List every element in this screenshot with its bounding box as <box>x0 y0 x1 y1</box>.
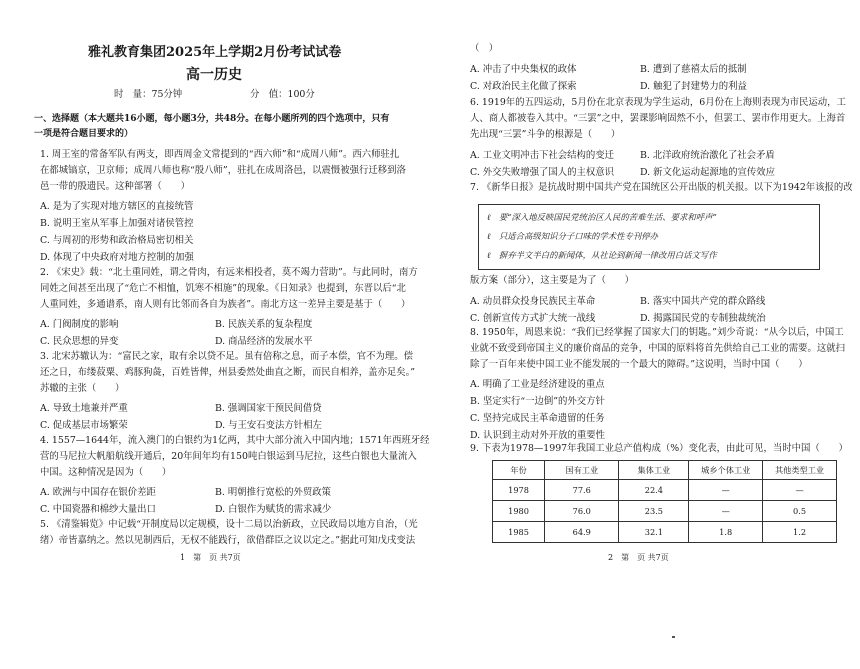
table-cell: 23.5 <box>619 501 689 522</box>
option-a[interactable]: A. 明确了工业是经济建设的重点 <box>470 379 605 390</box>
option-a[interactable]: A. 冲击了中央集权的政体 <box>470 64 577 75</box>
question-text: 版方案（部分），这主要是为了（ ） <box>470 275 635 286</box>
question-text: 人、商人都被卷入其中。“三罢”之中，罢课影响固然不小，但罢工、罢市作用更大。上海首 <box>470 113 846 124</box>
question-text: 还之日，布缕菽粟、鸡豚狗彘，百姓皆俾，州县委然处曲直之断，而民自相养，盖亦足矣。” <box>40 367 416 378</box>
table-header: 其他类型工业 <box>763 461 837 480</box>
table-header: 集体工业 <box>619 461 689 480</box>
plan-item: ℓ 只适合高级知识分子口味的学术性专刊停办 <box>487 231 658 241</box>
question-text: 除了一百年来使中国工业不能发展的一个最大的障碍。”这说明，当时中国（ ） <box>470 359 808 370</box>
section-heading: 一、选择题（本大题共16小题，每小题3分，共48分。在每小题所列的四个选项中，只有 <box>34 114 390 124</box>
exam-title: 雅礼教育集团2025年上学期2月份考试试卷 <box>88 45 342 60</box>
question-text: 邑一带的殷遗民。这种部署（ ） <box>40 181 191 192</box>
option-d[interactable]: D. 揭露国民党的专制独裁统治 <box>640 313 766 324</box>
question-text: 7. 《新华日报》是抗战时期中国共产党在国统区公开出版的机关报。以下为1942年该报的改 <box>470 182 853 193</box>
option-d[interactable]: D. 与王安石变法方针相左 <box>215 420 322 431</box>
table-cell: 0.5 <box>763 501 837 522</box>
option-c[interactable]: C. 坚持完成民主革命遗留的任务 <box>470 413 605 424</box>
table-cell: 1980 <box>493 501 545 522</box>
option-b[interactable]: B. 强调国家干预民间借贷 <box>215 403 322 414</box>
option-c[interactable]: C. 民众思想的异变 <box>40 336 119 347</box>
option-c[interactable]: C. 促成基层市场繁荣 <box>40 420 128 431</box>
question-text: 9. 下表为1978—1997年我国工业总产值构成（%）变化表，由此可见，当时中国（ ） <box>470 443 848 454</box>
option-b[interactable]: B. 说明王室从军事上加强对诸侯管控 <box>40 218 194 229</box>
option-a[interactable]: A. 欧洲与中国存在银价差距 <box>40 487 156 498</box>
option-b[interactable]: B. 坚定实行“一边倒”的外交方针 <box>470 396 605 407</box>
option-d[interactable]: D. 商品经济的发展水平 <box>215 336 313 347</box>
question-text: 8. 1950年，周恩来说：“我们已经掌握了国家大门的钥匙。”刘少奇说：“从今以后，中国工 <box>470 327 844 338</box>
question-text: 同姓之间甚至出现了“危亡不相恤，饥寒不相施”的现象。《日知录》也提到，东晋以后“北 <box>40 283 406 294</box>
table-header: 年份 <box>493 461 545 480</box>
question-5-blank: （ ） <box>470 43 499 54</box>
question-text: 人重同姓，多通谱系，南人则有比邻而各自为族者”。南北方这一差异主要是基于（ ） <box>40 299 411 310</box>
table-row <box>493 480 837 501</box>
table-cell: — <box>689 501 763 522</box>
option-a[interactable]: A. 工业文明冲击下社会结构的变迁 <box>470 150 614 161</box>
table-cell: 1978 <box>493 480 545 501</box>
question-text: 6. 1919年的五四运动，5月份在北京表现为学生运动，6月份在上海则表现为市民运动，工 <box>470 97 846 108</box>
exam-time: 时 量：75分钟 <box>114 89 183 100</box>
section-heading-cont: 一项是符合题目要求的） <box>34 129 134 139</box>
option-d[interactable]: D. 触犯了封建势力的利益 <box>640 81 747 92</box>
option-c[interactable]: C. 外交失败增强了国人的主权意识 <box>470 167 615 178</box>
question-text: 2. 《宋史》载：“北土重同姓，谓之骨肉，有远来相投者，莫不竭力营助”。与此同时，南方 <box>40 267 418 278</box>
question-text: 4. 1557—1644年，流入澳门的白银约为1亿两，其中大部分流入中国内地；1571年西班牙经 <box>40 435 430 446</box>
option-b[interactable]: B. 落实中国共产党的群众路线 <box>640 296 766 307</box>
option-b[interactable]: B. 民族关系的复杂程度 <box>215 319 313 330</box>
question-text: 苏辙的主张（ ） <box>40 383 125 394</box>
question-text: 3. 北宋苏辙认为：“富民之家，取有余以贷不足。虽有倍称之息，而子本偿，官不为理。偿 <box>40 351 413 362</box>
reform-plan-box <box>478 204 820 270</box>
option-a[interactable]: A. 是为了实现对地方辖区的直接统管 <box>40 201 194 212</box>
table-header: 城乡个体工业 <box>689 461 763 480</box>
table-cell: 77.6 <box>545 480 619 501</box>
question-text: 营的马尼拉大帆船航线开通后，20年间年均有150吨白银运到马尼拉，这些白银也大量流入 <box>40 451 417 462</box>
page-footer: 1 第 页 共7页 <box>180 553 241 562</box>
table-cell: 22.4 <box>619 480 689 501</box>
question-text: 在都城镐京，卫京师；成周八师也称“殷八师”，驻扎在成周洛邑，以震慑被强行迁移到洛 <box>40 165 406 176</box>
option-c[interactable]: C. 与周初的形势和政治格局密切相关 <box>40 235 194 246</box>
table-header: 国有工业 <box>545 461 619 480</box>
option-b[interactable]: B. 明朝推行宽松的外贸政策 <box>215 487 331 498</box>
option-c[interactable]: C. 中国瓷器和棉纱大量出口 <box>40 504 156 515</box>
table-cell: 1985 <box>493 522 545 543</box>
option-a[interactable]: A. 门阀制度的影响 <box>40 319 119 330</box>
table-cell: 1.8 <box>689 522 763 543</box>
option-c[interactable]: C. 对政治民主化做了探索 <box>470 81 577 92</box>
option-d[interactable]: D. 白银作为赋货的需求减少 <box>215 504 332 515</box>
exam-score: 分 值：100分 <box>250 89 315 100</box>
scan-speck <box>672 636 675 638</box>
option-b[interactable]: B. 北洋政府统治激化了社会矛盾 <box>640 150 775 161</box>
table-cell: 76.0 <box>545 501 619 522</box>
question-text: 业就不致受到帝国主义的廉价商品的竞争，中国的原料将首先供给自己工业的需要。这就扫 <box>470 343 846 354</box>
question-text: 先出现“三罢”斗争的根源是（ ） <box>470 129 621 140</box>
table-row <box>493 522 837 543</box>
option-d[interactable]: D. 认识到主动对外开放的重要性 <box>470 430 606 441</box>
option-a[interactable]: A. 动员群众投身民族民主革命 <box>470 296 596 307</box>
option-c[interactable]: C. 创新宣传方式扩大统一战线 <box>470 313 596 324</box>
option-b[interactable]: B. 遭到了慈禧太后的抵制 <box>640 64 747 75</box>
page-footer: 2 第 页 共7页 <box>608 553 669 562</box>
question-text: 中国。这种情况是因为（ ） <box>40 467 172 478</box>
plan-item: ℓ 摒弃半文半白的新闻体，从社论到新闻一律改用白话文写作 <box>487 250 717 260</box>
exam-subject: 高一历史 <box>186 67 242 83</box>
table-cell: 32.1 <box>619 522 689 543</box>
question-text: 绪）帝皆嘉纳之。然以见制西后，无权不能践行，欲借群臣之议以定之。”据此可知戊戌变法 <box>40 535 416 546</box>
table-cell: 64.9 <box>545 522 619 543</box>
industry-output-table <box>492 460 837 543</box>
table-cell: 1.2 <box>763 522 837 543</box>
option-d[interactable]: D. 体现了中央政府对地方控制的加强 <box>40 252 194 263</box>
page-right <box>430 0 860 669</box>
table-header-row <box>493 461 837 480</box>
table-cell: — <box>763 480 837 501</box>
option-d[interactable]: D. 新文化运动起源地的宣传效应 <box>640 167 776 178</box>
question-text: 5. 《清鉴辑览》中记载“开制度局以定规模，设十二局以治新政，立民政局以地方自治，（光 <box>40 519 418 530</box>
option-a[interactable]: A. 导致土地兼并严重 <box>40 403 128 414</box>
question-text: 1. 周王室的常备军队有两支，即西周金文常提到的“西六师”和“成周八师”。西六师驻扎 <box>40 149 400 160</box>
table-cell: — <box>689 480 763 501</box>
table-row <box>493 501 837 522</box>
plan-item: ℓ 要“深入地反映国民党统治区人民的苦难生活、要求和呼声” <box>487 212 717 222</box>
